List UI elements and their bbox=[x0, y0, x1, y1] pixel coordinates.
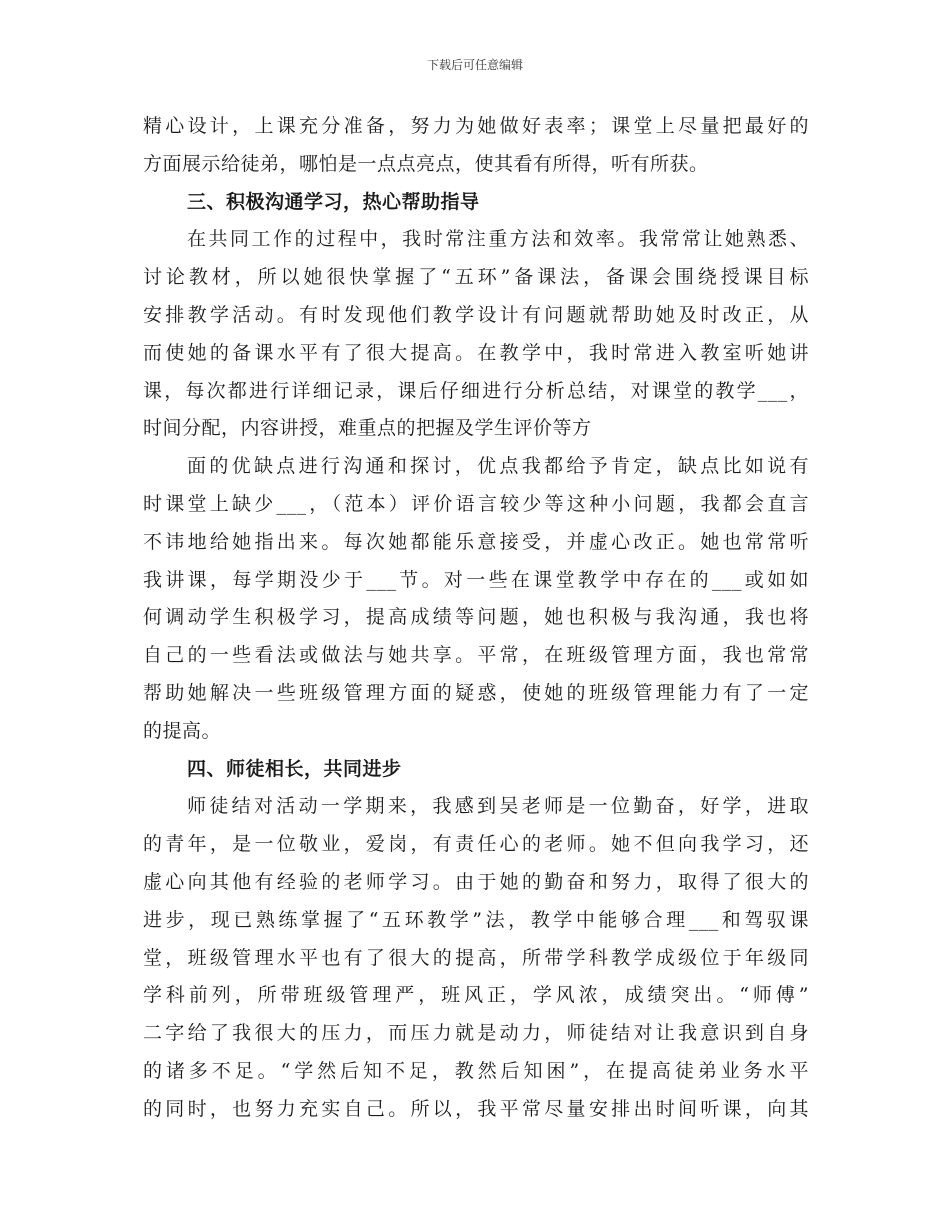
paragraph-line: 时课堂上缺少___，（范本）评价语言较少等这种小问题，我都会直言 bbox=[143, 492, 809, 515]
paragraph-line: 我讲课，每学期没少于___节。对一些在课堂教学中存在的___或如如 bbox=[143, 568, 809, 591]
paragraph-line: 而使她的备课水平有了很大提高。在教学中，我时常进入教室听她讲 bbox=[143, 341, 809, 364]
paragraph-line: 在共同工作的过程中，我时常注重方法和效率。我常常让她熟悉、 bbox=[187, 228, 809, 251]
paragraph-line: 安排教学活动。有时发现他们教学设计有问题就帮助她及时改正，从 bbox=[143, 303, 809, 326]
paragraph-line: 的提高。 bbox=[143, 719, 222, 742]
paragraph-line: 虚心向其他有经验的老师学习。由于她的勤奋和努力，取得了很大的 bbox=[143, 870, 809, 893]
paragraph-line: 的诸多不足。“学然后知不足，教然后知困”，在提高徒弟业务水平 bbox=[143, 1059, 809, 1082]
paragraph-line: 帮助她解决一些班级管理方面的疑惑，使她的班级管理能力有了一定 bbox=[143, 681, 809, 704]
paragraph-line: 的同时，也努力充实自己。所以，我平常尽量安排出时间听课，向其 bbox=[143, 1097, 809, 1120]
document-body bbox=[143, 108, 809, 1129]
section-heading-4: 四、师徒相长，共同进步 bbox=[187, 757, 402, 780]
paragraph-line: 堂，班级管理水平也有了很大的提高，所带学科教学成级位于年级同 bbox=[143, 946, 809, 969]
paragraph-line: 何调动学生积极学习，提高成绩等问题，她也积极与我沟通，我也将 bbox=[143, 606, 809, 629]
paragraph-line: 不讳地给她指出来。每次她都能乐意接受，并虚心改正。她也常常听 bbox=[143, 530, 809, 553]
paragraph-line: 讨论教材，所以她很快掌握了“五环”备课法，备课会围绕授课目标 bbox=[143, 266, 809, 289]
paragraph-line: 自己的一些看法或做法与她共享。平常，在班级管理方面，我也常常 bbox=[143, 644, 809, 667]
paragraph-line: 师徒结对活动一学期来，我感到吴老师是一位勤奋，好学，进取 bbox=[187, 795, 809, 818]
paragraph-line: 方面展示给徒弟，哪怕是一点点亮点，使其看有所得，听有所获。 bbox=[143, 152, 709, 175]
paragraph-line: 二字给了我很大的压力，而压力就是动力，师徒结对让我意识到自身 bbox=[143, 1022, 809, 1045]
paragraph-line: 进步，现已熟练掌握了“五环教学”法，教学中能够合理___和驾驭课 bbox=[143, 908, 809, 931]
paragraph-line: 面的优缺点进行沟通和探讨，优点我都给予肯定，缺点比如说有 bbox=[187, 455, 809, 478]
paragraph-line: 课，每次都进行详细记录，课后仔细进行分析总结，对课堂的教学___， bbox=[143, 379, 809, 402]
paragraph-line: 精心设计，上课充分准备，努力为她做好表率；课堂上尽量把最好的 bbox=[143, 115, 809, 137]
paragraph-line: 的青年，是一位敬业，爱岗，有责任心的老师。她不但向我学习，还 bbox=[143, 833, 809, 856]
paragraph-line: 时间分配，内容讲授，难重点的把握及学生评价等方 bbox=[143, 417, 592, 440]
paragraph-line: 学科前列，所带班级管理严，班风正，学风浓，成绩突出。“师傅” bbox=[143, 984, 809, 1007]
page-header-note: 下载后可任意编辑 bbox=[426, 58, 523, 72]
section-heading-3: 三、积极沟通学习，热心帮助指导 bbox=[187, 190, 480, 213]
